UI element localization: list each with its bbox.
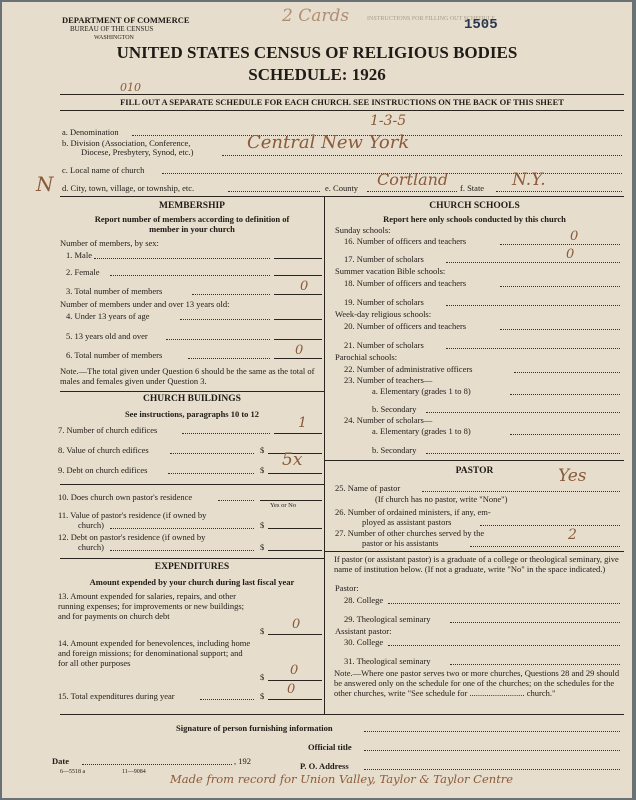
answer-q3[interactable] bbox=[274, 294, 322, 295]
label-q4: 4. Under 13 years of age bbox=[66, 311, 150, 321]
handwritten-q6: 0 bbox=[295, 343, 304, 358]
dots-q8 bbox=[170, 453, 254, 454]
label-q2: 2. Female bbox=[66, 267, 100, 277]
handwritten-county: Cortland bbox=[377, 170, 449, 189]
buildings-heading: CHURCH BUILDINGS bbox=[143, 394, 241, 404]
label-year: , 192 bbox=[234, 756, 251, 766]
handwritten-state: N.Y. bbox=[512, 170, 546, 190]
label-q26-b: ployed as assistant pastors bbox=[362, 517, 452, 527]
label-q24a: a. Elementary (grades 1 to 8) bbox=[372, 426, 471, 436]
label-parochial: Parochial schools: bbox=[335, 352, 398, 362]
dots-q9 bbox=[168, 473, 254, 474]
faint-bleedthrough-text: INSTRUCTIONS FOR FILLING OUT SCHEDULE bbox=[367, 16, 495, 22]
membership-note: Note.—The total given under Question 6 should be the same as the total of males and females given under Question 3. bbox=[60, 366, 315, 386]
field-q26[interactable] bbox=[480, 525, 620, 526]
label-q14: 14. Amount expended for benevolences, including home and foreign missions; for denominational support; and for all other purposes bbox=[58, 638, 251, 668]
answer-q12[interactable] bbox=[268, 550, 322, 551]
graduate-instruction: If pastor (or assistant pastor) is a graduate of a college or theological seminary, give name of institution below. (If not a graduate, write "No" in the space indicated.) bbox=[334, 554, 619, 574]
column-divider bbox=[324, 196, 325, 714]
form-subtitle: SCHEDULE: 1926 bbox=[248, 65, 386, 84]
field-q20[interactable] bbox=[500, 329, 620, 330]
dots-q12 bbox=[110, 550, 254, 551]
field-county[interactable] bbox=[367, 191, 457, 192]
label-q13: 13. Amount expended for salaries, repairs, and other running expenses; for improvements or new buildings; and for payments on church debt bbox=[58, 591, 245, 621]
field-q23b[interactable] bbox=[426, 412, 620, 413]
label-q12-a: 12. Debt on pastor's residence (if owned by bbox=[58, 532, 206, 542]
label-q9: 9. Debt on church edifices bbox=[58, 465, 148, 475]
field-q24a[interactable] bbox=[510, 434, 620, 435]
label-pastor: Pastor: bbox=[335, 583, 359, 593]
label-age-intro: Number of members under and over 13 years old: bbox=[60, 299, 230, 309]
label-assistant: Assistant pastor: bbox=[335, 626, 392, 636]
handwritten-footer-note: Made from record for Union Valley, Taylor & Taylor Centre bbox=[170, 772, 514, 786]
rule-pastor bbox=[325, 460, 624, 461]
dots-q3 bbox=[192, 294, 270, 295]
dots-q15 bbox=[200, 699, 254, 700]
handwritten-top-note: 2 Cards bbox=[282, 6, 350, 26]
handwritten-q17: 0 bbox=[566, 247, 575, 262]
handwritten-code: 010 bbox=[120, 81, 141, 94]
label-q7: 7. Number of church edifices bbox=[58, 425, 158, 435]
label-division-2: Diocese, Presbytery, Synod, etc.) bbox=[81, 147, 194, 157]
label-by-sex: Number of members, by sex: bbox=[60, 238, 159, 248]
label-summer: Summer vacation Bible schools: bbox=[335, 266, 446, 276]
label-denomination: a. Denomination bbox=[62, 127, 119, 137]
label-q22: 22. Number of administrative officers bbox=[344, 364, 473, 374]
form-number-1: 6—5518 a bbox=[60, 769, 86, 775]
dollar-q9: $ bbox=[260, 465, 265, 475]
label-q25-hint: (If church has no pastor, write "None") bbox=[375, 494, 508, 504]
department-name: DEPARTMENT OF COMMERCE bbox=[62, 15, 190, 25]
membership-sub-2: member in your church bbox=[149, 224, 235, 234]
dots-q10 bbox=[218, 500, 254, 501]
rule-expenditures bbox=[60, 558, 324, 559]
rule-top bbox=[60, 94, 624, 95]
label-q29: 29. Theological seminary bbox=[344, 614, 431, 624]
instruction-banner: FILL OUT A SEPARATE SCHEDULE FOR EACH CHURCH. SEE INSTRUCTIONS ON THE BACK OF THIS SHEET bbox=[120, 97, 564, 107]
answer-q1[interactable] bbox=[274, 258, 322, 259]
label-q6: 6. Total number of members bbox=[66, 350, 163, 360]
schools-sub: Report here only schools conducted by this church bbox=[383, 214, 566, 224]
answer-q4[interactable] bbox=[274, 319, 322, 320]
field-q22[interactable] bbox=[514, 372, 620, 373]
schools-heading: CHURCH SCHOOLS bbox=[429, 201, 520, 211]
handwritten-q7: 1 bbox=[298, 415, 307, 431]
handwritten-division: Central New York bbox=[247, 132, 410, 153]
answer-q10[interactable] bbox=[260, 500, 322, 501]
bureau-name: BUREAU OF THE CENSUS bbox=[70, 25, 154, 33]
label-state: f. State bbox=[460, 183, 485, 193]
label-q12-b: church) bbox=[78, 542, 104, 552]
label-signature: Signature of person furnishing information bbox=[176, 723, 333, 733]
field-state[interactable] bbox=[496, 191, 622, 192]
label-q8: 8. Value of church edifices bbox=[58, 445, 149, 455]
field-po-address[interactable] bbox=[364, 769, 620, 770]
pastor-note: Note.—Where one pastor serves two or more churches, Questions 28 and 29 should be answered only on the schedule for one of the churches; on the schedules for the other churches, write "See schedule for .......................... church." bbox=[334, 668, 620, 698]
field-q23a[interactable] bbox=[510, 394, 620, 395]
census-schedule-sheet bbox=[2, 2, 632, 798]
expenditures-sub: Amount expended by your church during last fiscal year bbox=[89, 577, 295, 587]
form-number-2: 11—9084 bbox=[122, 769, 146, 775]
answer-q13[interactable] bbox=[268, 634, 322, 635]
expenditures-heading: EXPENDITURES bbox=[154, 562, 230, 572]
field-q19[interactable] bbox=[446, 305, 620, 306]
field-q24b[interactable] bbox=[426, 453, 620, 454]
dollar-q11: $ bbox=[260, 520, 265, 530]
answer-q9[interactable] bbox=[268, 473, 322, 474]
handwritten-q3: 0 bbox=[300, 279, 309, 294]
label-date: Date bbox=[52, 756, 69, 766]
answer-q5[interactable] bbox=[274, 339, 322, 340]
label-official-title: Official title bbox=[308, 742, 352, 752]
form-title: UNITED STATES CENSUS OF RELIGIOUS BODIES bbox=[116, 43, 518, 62]
handwritten-q13: 0 bbox=[292, 617, 301, 632]
answer-q7[interactable] bbox=[274, 433, 322, 434]
field-q27[interactable] bbox=[470, 546, 620, 547]
label-q23: 23. Number of teachers— bbox=[344, 375, 433, 385]
answer-q2[interactable] bbox=[274, 275, 322, 276]
field-q17[interactable] bbox=[446, 262, 620, 263]
field-q21[interactable] bbox=[446, 348, 620, 349]
rule-instruction bbox=[60, 110, 624, 111]
label-q23b: b. Secondary bbox=[372, 404, 417, 414]
dots-q5 bbox=[166, 339, 270, 340]
label-q24: 24. Number of scholars— bbox=[344, 415, 433, 425]
rule-graduate bbox=[325, 551, 624, 552]
label-q3: 3. Total number of members bbox=[66, 286, 163, 296]
label-q31: 31. Theological seminary bbox=[344, 656, 431, 666]
field-q31[interactable] bbox=[450, 664, 620, 665]
dollar-q8: $ bbox=[260, 445, 265, 455]
label-county: e. County bbox=[325, 183, 359, 193]
field-q28[interactable] bbox=[388, 603, 620, 604]
label-city: d. City, town, village, or township, etc. bbox=[62, 183, 195, 193]
label-q17: 17. Number of scholars bbox=[344, 254, 424, 264]
handwritten-q15: 0 bbox=[287, 682, 296, 697]
city-name: WASHINGTON bbox=[94, 35, 134, 41]
handwritten-q25: Yes bbox=[558, 466, 587, 486]
label-q30: 30. College bbox=[344, 637, 384, 647]
label-po-address: P. O. Address bbox=[300, 761, 349, 771]
label-local-name: c. Local name of church bbox=[62, 165, 145, 175]
rule-footer bbox=[60, 714, 624, 715]
handwritten-denomination: 1-3-5 bbox=[370, 113, 407, 129]
label-q24b: b. Secondary bbox=[372, 445, 417, 455]
label-q1: 1. Male bbox=[66, 250, 92, 260]
field-date[interactable] bbox=[82, 764, 232, 765]
label-q5: 5. 13 years old and over bbox=[66, 331, 148, 341]
field-q30[interactable] bbox=[388, 645, 620, 646]
handwritten-q14: 0 bbox=[290, 663, 299, 678]
dots-q6 bbox=[188, 358, 270, 359]
handwritten-q16: 0 bbox=[570, 229, 579, 244]
membership-heading: MEMBERSHIP bbox=[159, 201, 225, 211]
answer-q14[interactable] bbox=[268, 680, 322, 681]
dots-q4 bbox=[180, 319, 270, 320]
label-q27-a: 27. Number of other churches served by the bbox=[335, 528, 485, 538]
pastor-heading: PASTOR bbox=[455, 466, 494, 476]
dots-q1 bbox=[94, 258, 270, 259]
label-q28: 28. College bbox=[344, 595, 384, 605]
field-q18[interactable] bbox=[500, 286, 620, 287]
dollar-q14: $ bbox=[260, 672, 265, 682]
dots-q7 bbox=[182, 433, 270, 434]
label-q16: 16. Number of officers and teachers bbox=[344, 236, 467, 246]
handwritten-margin-mark: N bbox=[36, 172, 54, 196]
yes-no-hint: Yes or No bbox=[270, 502, 297, 509]
field-division[interactable] bbox=[222, 155, 622, 156]
handwritten-q27: 2 bbox=[568, 527, 577, 543]
label-weekday: Week-day religious schools: bbox=[335, 309, 432, 319]
label-q23a: a. Elementary (grades 1 to 8) bbox=[372, 386, 471, 396]
label-division-1: b. Division (Association, Conference, bbox=[62, 138, 191, 148]
stamp-number: 1505 bbox=[464, 17, 498, 33]
label-q11-b: church) bbox=[78, 520, 104, 530]
label-sunday: Sunday schools: bbox=[335, 225, 391, 235]
dollar-q15: $ bbox=[260, 691, 265, 701]
label-q27-b: pastor or his assistants bbox=[362, 538, 439, 548]
membership-sub-1: Report number of members according to definition of bbox=[94, 214, 290, 224]
buildings-sub: See instructions, paragraphs 10 to 12 bbox=[124, 409, 260, 419]
label-q15: 15. Total expenditures during year bbox=[58, 691, 175, 701]
dots-q11 bbox=[110, 528, 254, 529]
rule-buildings bbox=[60, 391, 324, 392]
dollar-q12: $ bbox=[260, 542, 265, 552]
label-q21: 21. Number of scholars bbox=[344, 340, 424, 350]
dots-q2 bbox=[110, 275, 270, 276]
rule-sections bbox=[60, 196, 624, 197]
label-q20: 20. Number of officers and teachers bbox=[344, 321, 467, 331]
rule-residence bbox=[60, 484, 324, 485]
label-q18: 18. Number of officers and teachers bbox=[344, 278, 467, 288]
label-q11-a: 11. Value of pastor's residence (if owned by bbox=[58, 510, 207, 520]
label-q19: 19. Number of scholars bbox=[344, 297, 424, 307]
answer-q15[interactable] bbox=[268, 699, 322, 700]
field-signature[interactable] bbox=[364, 731, 620, 732]
field-q25[interactable] bbox=[422, 491, 620, 492]
field-official-title[interactable] bbox=[364, 750, 620, 751]
handwritten-q9: 5x bbox=[282, 450, 303, 470]
field-q16[interactable] bbox=[500, 244, 620, 245]
label-q10: 10. Does church own pastor's residence bbox=[58, 492, 193, 502]
answer-q6[interactable] bbox=[274, 358, 322, 359]
label-q25: 25. Name of pastor bbox=[335, 483, 401, 493]
field-city[interactable] bbox=[228, 191, 320, 192]
answer-q11[interactable] bbox=[268, 528, 322, 529]
label-q26-a: 26. Number of ordained ministers, if any, em- bbox=[335, 507, 491, 517]
dollar-q13: $ bbox=[260, 626, 265, 636]
field-q29[interactable] bbox=[450, 622, 620, 623]
